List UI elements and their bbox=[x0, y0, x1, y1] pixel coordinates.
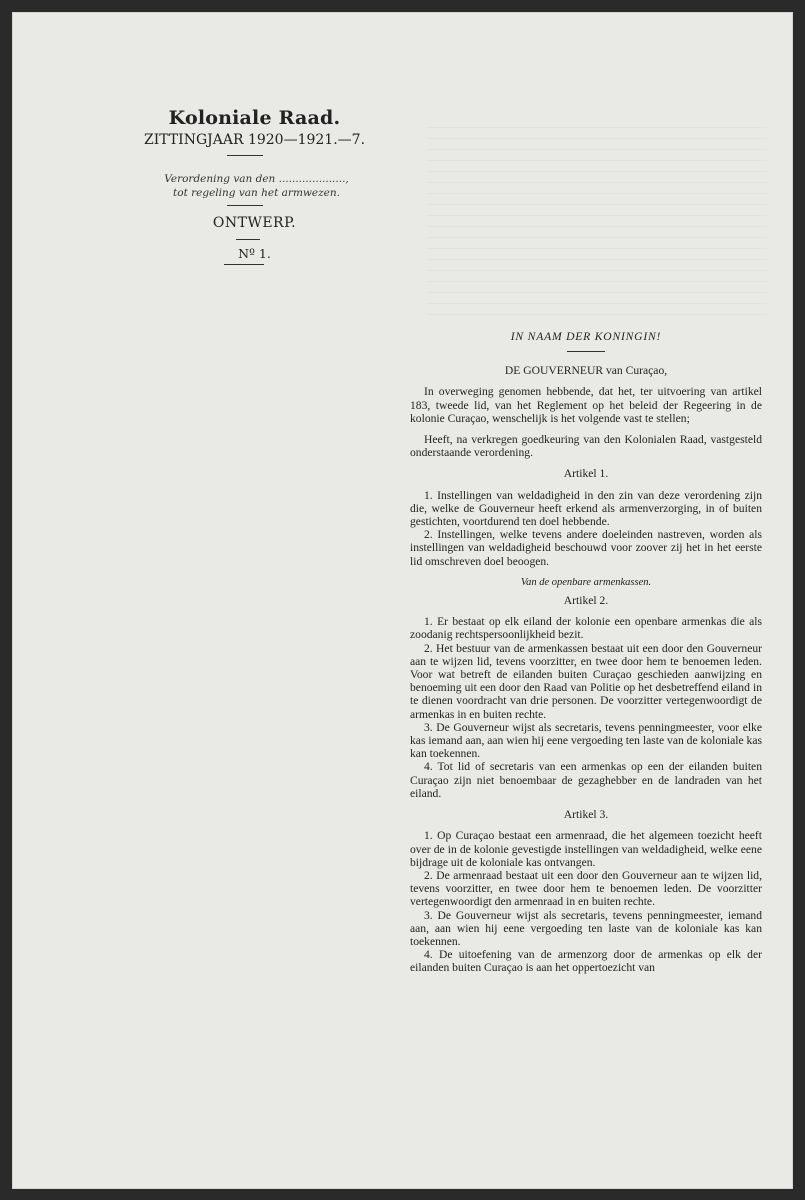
article-heading: Artikel 3. bbox=[563, 808, 609, 822]
article-paragraph: 2. Instellingen, welke tevens andere doeleinden nastreven, worden als instellingen van weldadigheid beschouwd voor zoover zij het in het eerste lid omschreven doel beoogen. bbox=[410, 528, 762, 568]
show-through-text bbox=[427, 127, 767, 317]
council-title: Koloniale Raad. bbox=[168, 107, 341, 129]
article-heading: Artikel 2. bbox=[563, 594, 609, 608]
draft-label: ONTWERP. bbox=[212, 215, 297, 231]
document-page bbox=[12, 12, 793, 1189]
article-paragraph: 1. Op Curaçao bestaat een armenraad, die het algemeen toezicht heeft over de in de kolonie gevestigde instellingen van weldadigheid, welke eene bijdrage uit de koloniale kas ontvangen. bbox=[410, 829, 762, 869]
section-heading: Van de openbare armenkassen. bbox=[520, 576, 652, 588]
divider-rule bbox=[236, 239, 260, 240]
document-number: Nº 1. bbox=[238, 246, 271, 261]
article-paragraph: 1. Instellingen van weldadigheid in den zin van deze verordening zijn die, welke de Gouverneur heeft erkend als armenverzorging, in of buiten gestichten, voortdurend ten doel hebbende. bbox=[410, 488, 762, 529]
article-paragraph: 3. De Gouverneur wijst als secretaris, tevens penningmeester, iemand aan, aan wien hij eene vergoeding ten laste van de koloniale kas kan toekennen. bbox=[410, 908, 762, 948]
description-line-2: tot regeling van het armwezen. bbox=[173, 187, 340, 199]
invocation: IN NAAM DER KONINGIN! bbox=[510, 330, 662, 343]
preamble-paragraph: In overweging genomen hebbende, dat het, ter uitvoering van artikel 183, tweede lid, van het Reglement op het beleid der Regeering in de kolonie Curaçao, wenschelijk is het volgende vast te stellen; bbox=[410, 385, 762, 425]
article-paragraph: 2. De armenraad bestaat uit een door den Gouverneur aan te wijzen lid, tevens voorzitter, en twee door hem te benoemen leden. De voorzitter vertegenwoordigt den armenraad in en buiten rechte. bbox=[410, 868, 762, 909]
ordinance-description bbox=[124, 172, 389, 200]
article-paragraph: 2. Het bestuur van de armenkassen bestaat uit een door den Gouverneur aan te wijzen lid, tevens voorzitter, en twee door hem te benoemen leden. Voor wat betreft de eilanden buiten Curaçao geschieden aanwijzing en benoeming uit een door den Raad van Politie op het desbetreffend eiland in te dienen voordracht van drie personen. De voorzitter vertegenwoordigt de armenkas in en buiten rechte. bbox=[410, 641, 762, 721]
preamble-paragraph: Heeft, na verkregen goedkeuring van den Kolonialen Raad, vastgesteld onderstaande verordening. bbox=[410, 433, 762, 460]
divider-rule bbox=[227, 155, 263, 156]
divider-rule bbox=[224, 264, 264, 265]
article-paragraph: 3. De Gouverneur wijst als secretaris, tevens penningmeester, voor elke kas iemand aan, aan wien hij eene vergoeding ten laste van de koloniale kas kan toekennen. bbox=[410, 720, 762, 761]
divider-rule bbox=[227, 205, 263, 206]
article-paragraph: 1. Er bestaat op elk eiland der kolonie een openbare armenkas die als zoodanig rechtspersoonlijkheid bezit. bbox=[410, 615, 762, 642]
session-year: ZITTINGJAAR 1920—1921.—7. bbox=[143, 132, 366, 148]
governor-heading: DE GOUVERNEUR van Curaçao, bbox=[504, 364, 668, 378]
article-heading: Artikel 1. bbox=[563, 467, 609, 481]
divider-rule bbox=[567, 351, 605, 352]
article-paragraph: 4. Tot lid of secretaris van een armenkas op een der eilanden buiten Curaçao zijn niet benoembaar de gezaghebber en de landraden van het eiland. bbox=[410, 760, 762, 800]
description-line-1: Verordening van den ...................., bbox=[164, 173, 349, 185]
ordinance-body bbox=[410, 330, 762, 975]
article-paragraph: 4. De uitoefening van de armenzorg door de armenkas op elk der eilanden buiten Curaçao is aan het oppertoezicht van bbox=[410, 948, 762, 975]
